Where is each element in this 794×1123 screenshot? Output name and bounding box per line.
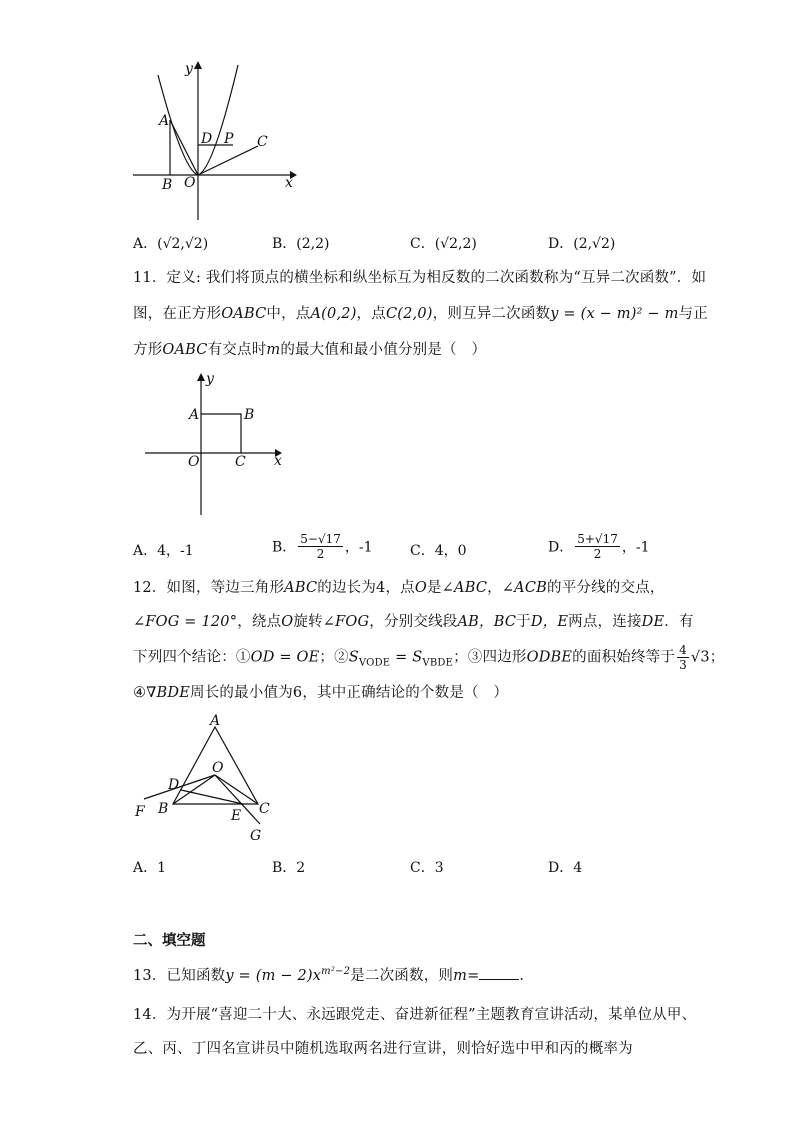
label-b: B bbox=[158, 801, 169, 817]
q12-option-a[interactable]: A．1 bbox=[133, 860, 167, 876]
y-axis-arrow-icon bbox=[197, 373, 205, 381]
q11-line1: 11．定义: 我们将顶点的横坐标和纵坐标互为相反数的二次函数称为“互异二次函数”．如 bbox=[133, 270, 707, 286]
label-c: C bbox=[257, 134, 268, 150]
label-o: O bbox=[212, 760, 224, 776]
q11-option-a[interactable]: A．4，-1 bbox=[133, 543, 194, 559]
q14-line2: 乙、丙、丁四名宣讲员中随机选取两名进行宣讲，则恰好选中甲和丙的概率为 bbox=[133, 1041, 633, 1057]
label-f: F bbox=[135, 804, 145, 820]
segment-oc bbox=[198, 146, 258, 175]
label-y: y bbox=[206, 371, 214, 387]
q10-option-d[interactable]: D．(2,√2) bbox=[548, 236, 616, 252]
square-oabc bbox=[201, 414, 241, 453]
label-a: A bbox=[189, 407, 200, 423]
q13-answer-blank[interactable] bbox=[479, 967, 519, 980]
label-b: B bbox=[244, 407, 255, 423]
label-p: P bbox=[224, 131, 234, 147]
q12-line3: 下列四个结论：①OD = OE；$②S_{VODE} = S_{VBDE}$；③四边形ODBE的面积始终等于 $\frac{4}{3}$ √3； bbox=[133, 643, 725, 672]
label-d: D bbox=[168, 777, 180, 793]
q14-line1: 14．为开展“喜迎二十大、永远跟党走、奋进新征程”主题教育宣讲活动，某单位从甲、 bbox=[133, 1007, 697, 1023]
label-e: E bbox=[231, 808, 242, 824]
segment-ob bbox=[173, 775, 215, 804]
q10-option-b[interactable]: B．(2,2) bbox=[272, 236, 330, 252]
q10-options bbox=[133, 233, 733, 263]
q12-options bbox=[133, 857, 733, 887]
q11-line3: 方形OABC有交点时m的最大值和最小值分别是（ ） bbox=[133, 342, 487, 358]
label-o: O bbox=[184, 175, 196, 191]
label-c: C bbox=[235, 454, 246, 470]
label-g: G bbox=[250, 828, 262, 844]
q11-line2: 图，在正方形OABC中，点A(0,2)，点C(2,0)，则互异二次函数y = (x − m)² − m与正 bbox=[133, 306, 708, 322]
q10-option-a[interactable]: A．(√2,√2) bbox=[133, 236, 209, 252]
label-a: A bbox=[210, 713, 221, 729]
q12-line2: ∠FOG = 120°，绕点O旋转∠FOG，分别交线段AB，BC于D，E两点，连接DE．有 bbox=[133, 614, 694, 630]
q12-option-b[interactable]: B．2 bbox=[272, 860, 306, 876]
figure-q11 bbox=[140, 365, 300, 520]
label-c: C bbox=[259, 801, 270, 817]
label-d: D bbox=[201, 131, 213, 147]
q11-option-c[interactable]: C．4，0 bbox=[410, 543, 467, 559]
segment-de bbox=[181, 790, 243, 804]
label-b: B bbox=[162, 177, 173, 193]
y-axis-arrow-icon bbox=[194, 61, 202, 69]
q11-option-b[interactable]: B． $\frac{5-√17}{2}$ ，-1 bbox=[272, 532, 373, 561]
label-x: x bbox=[274, 453, 282, 469]
q12-line1: 12．如图，等边三角形ABC的边长为4，点O是∠ABC，∠ACB的平分线的交点， bbox=[133, 580, 665, 596]
label-y: y bbox=[185, 61, 193, 77]
q11-option-d[interactable]: D． $\frac{5+√17}{2}$ ，-1 bbox=[548, 532, 650, 561]
figure-q10 bbox=[125, 55, 310, 225]
q10-option-c[interactable]: C．(√2,2) bbox=[410, 236, 477, 252]
label-o: O bbox=[188, 454, 200, 470]
label-a: A bbox=[159, 113, 170, 129]
segment-ao bbox=[170, 120, 198, 175]
q12-line4: ④∇BDE周长的最小值为6，其中正确结论的个数是（ ） bbox=[133, 685, 509, 701]
q12-option-c[interactable]: C．3 bbox=[410, 860, 444, 876]
figure-q12 bbox=[130, 712, 290, 847]
label-x: x bbox=[285, 175, 293, 191]
section-title: 二、填空题 bbox=[133, 933, 206, 949]
q11-options bbox=[133, 532, 733, 568]
q12-option-d[interactable]: D．4 bbox=[548, 860, 583, 876]
q13-line: 13．已知函数$y = (m - 2)x^{m^2-2}$是二次函数，则m= ． bbox=[133, 966, 535, 984]
